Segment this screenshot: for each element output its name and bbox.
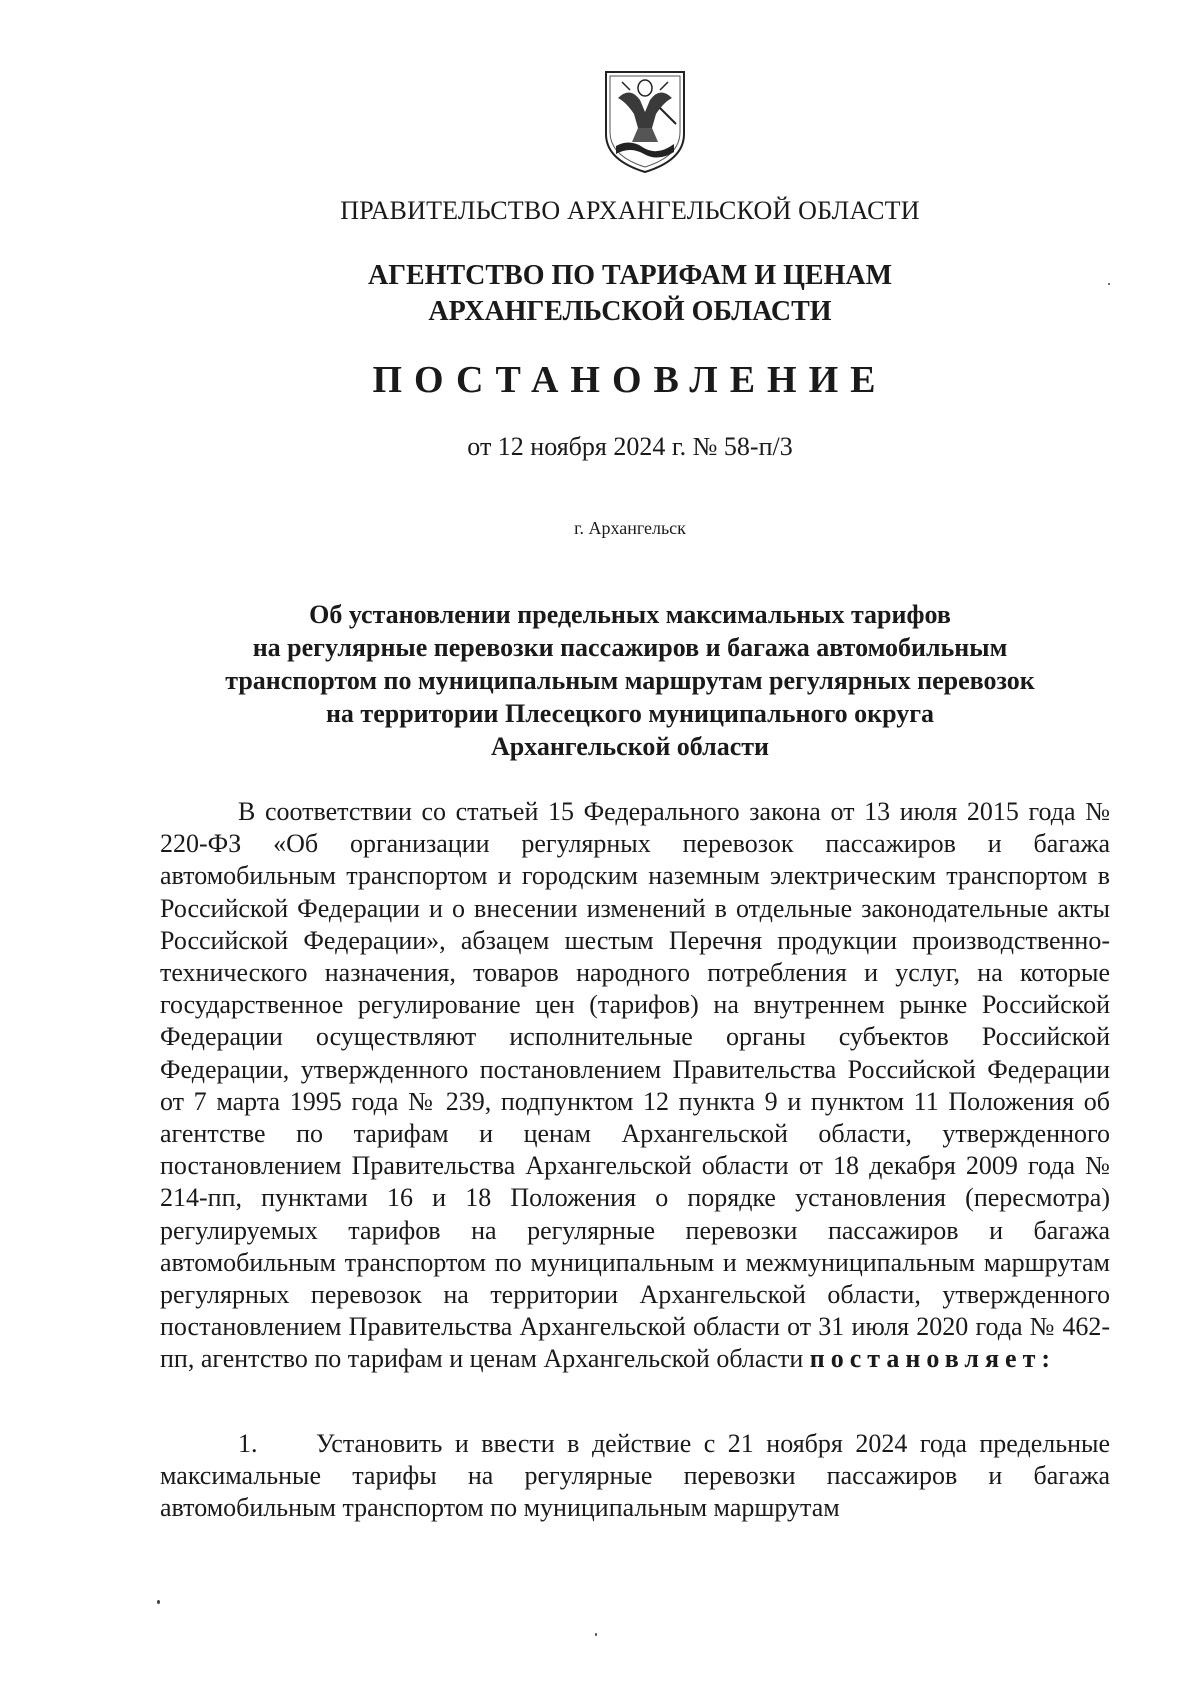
scan-speck [157, 1600, 160, 1604]
document-date-number: от 12 ноября 2024 г. № 58-п/3 [467, 432, 793, 461]
scan-speck [1108, 283, 1110, 285]
preamble-paragraph [160, 796, 1110, 1376]
subject-line-4: на территории Плесецкого муниципального округа [325, 699, 935, 728]
document-subject [150, 598, 1110, 763]
resolves-word: постановляет: [809, 1344, 1057, 1374]
item-1-number: 1. [238, 1429, 258, 1458]
item-1-text: Установить и ввести в действие с 21 ноября 2024 года предельные максимальные тарифы на регулярные перевозки пассажиров и багажа автомобильным транспортом по муниципальным маршрутам [160, 1429, 1110, 1523]
preamble-text: В соответствии со статьей 15 Федерального закона от 13 июля 2015 года № 220-ФЗ «Об организации регулярных перевозок пассажиров и багажа автомобильным транспортом и городским наземным электрическим транспортом в Российской Федерации и о внесении изменений в отдельные законодательные акты Российской Федерации», абзацем шестым Перечня продукции производственно-технического назначения, товаров народного потребления и услуг, на которые государственное регулирование цен (тарифов) на внутреннем рынке Российской Федерации осуществляют исполнительные органы субъектов Российской Федерации, утвержденного постановлением Правительства Российской Федерации от 7 марта 1995 года № 239, подпунктом 12 пункта 9 и пунктом 11 Положения об агентстве по тарифам и ценам Архангельской области, утвержденного постановлением Правительства Архангельской области от 18 декабря 2009 года № 214-пп, пунктами 16 и 18 Положения о порядке установления (пересмотра) регулируемых тарифов на регулярные перевозки пассажиров и багажа автомобильным транспортом по муниципальным и межмуниципальным маршрутам регулярных перевозок на территории Архангельской области, утвержденного постановлением Правительства Архангельской области от 31 июля 2020 года № 462-пп, агентство по тарифам и ценам Архангельской области [160, 797, 1110, 1374]
document-place: г. Архангельск [574, 518, 686, 538]
subject-line-2: на регулярные перевозки пассажиров и багажа автомобильным [252, 633, 1008, 662]
agency-title-line1: АГЕНТСТВО ПО ТАРИФАМ И ЦЕНАМ [367, 260, 893, 291]
coat-of-arms-icon [600, 68, 690, 178]
subject-line-3: транспортом по муниципальным маршрутам регулярных перевозок [225, 666, 1035, 695]
agency-title-line2: АРХАНГЕЛЬСКОЙ ОБЛАСТИ [428, 296, 832, 327]
item-1-paragraph [160, 1428, 1110, 1525]
subject-line-1: Об установлении предельных максимальных тарифов [309, 600, 951, 629]
document-type: ПОСТАНОВЛЕНИЕ [372, 359, 888, 401]
scan-speck [595, 1633, 597, 1636]
agency-title [150, 258, 1110, 330]
subject-line-5: Архангельской области [490, 732, 770, 761]
government-title: ПРАВИТЕЛЬСТВО АРХАНГЕЛЬСКОЙ ОБЛАСТИ [340, 196, 920, 225]
